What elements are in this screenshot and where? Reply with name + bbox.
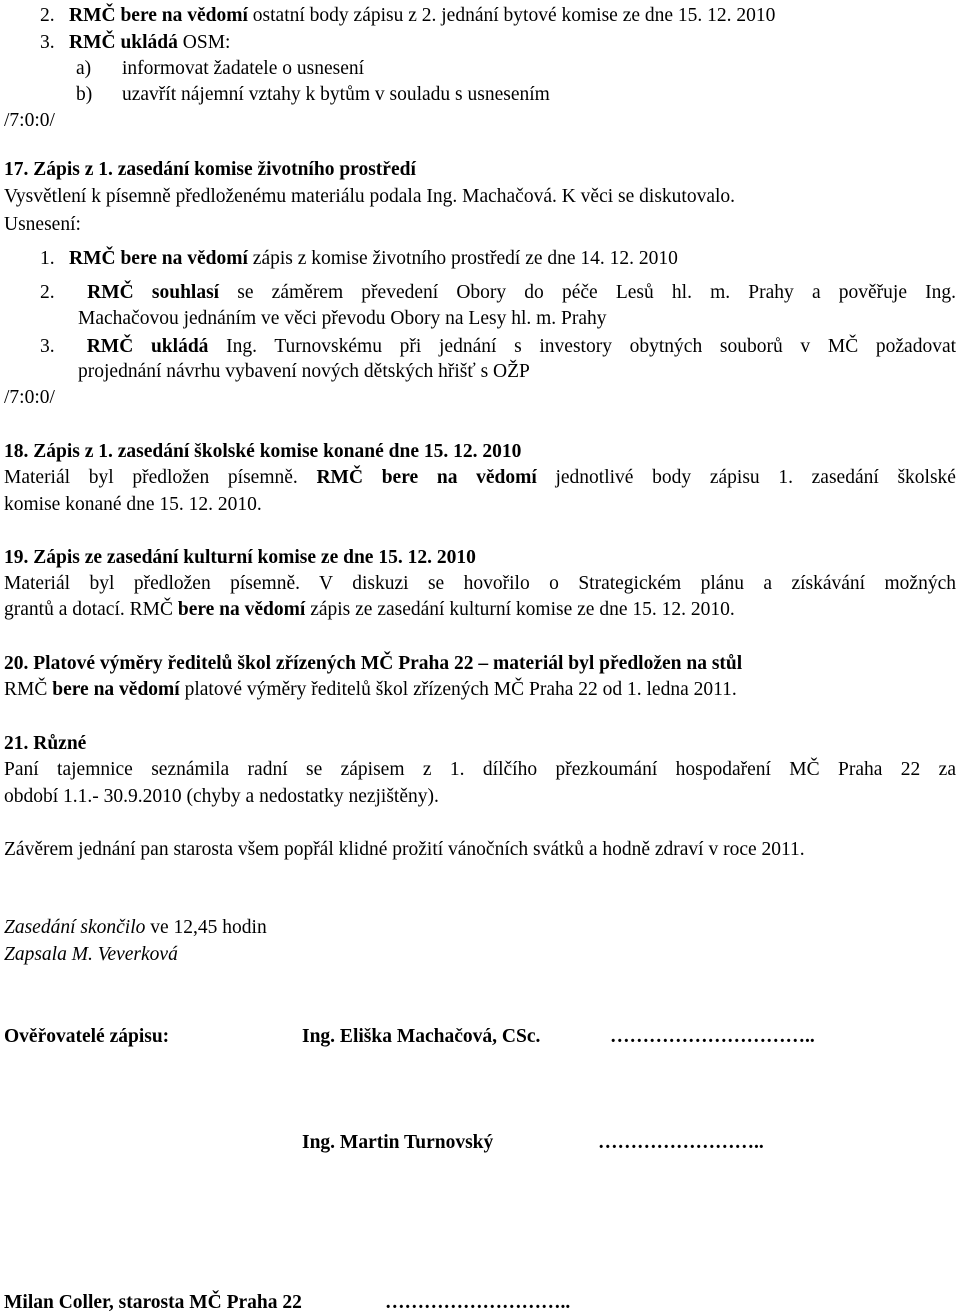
s17-item-2-cont: Machačovou jednáním ve věci převodu Obory na Lesy hl. m. Prahy [78,308,607,329]
item-text: OSM: [177,32,231,53]
usneseni-label: Usnesení: [4,214,81,235]
verifier-1-name [302,1024,540,1050]
italic-text: Zapsala M. Veverková [4,944,178,965]
sub-text: informovat žadatele o usnesení [122,58,365,79]
vote-result: /7:0:0/ [4,110,55,131]
sub-text: uzavřít nájemní vztahy k bytům v souladu s usnesením [122,84,550,105]
resolution-bold: RMČ bere na vědomí [316,467,537,488]
item-number: 2. [40,5,55,26]
item-number: 3. [40,32,55,53]
section-20-heading [4,651,742,677]
resolution-bold: bere na vědomí [52,679,180,700]
heading-text: 18. Zápis z 1. zasedání školské komise konané dne 15. 12. 2010 [4,441,522,462]
item-text: Ing. Turnovskému při jednání s investory obytných souborů v MČ požadovat [226,336,957,357]
section-19-paragraph-cont [4,597,735,623]
text: RMČ [4,679,53,700]
item-number: 1. [40,248,55,269]
section-20-paragraph [4,677,737,703]
section-21-paragraph-cont: období 1.1.- 30.9.2010 (chyby a nedostatky nezjištěny). [4,786,439,807]
s17-item-3-cont: projednání návrhu vybavení nových dětských hřišť s OŽP [78,361,530,382]
section-18-heading [4,439,521,465]
verifier-2-name [302,1130,493,1156]
heading-text: 19. Zápis ze zasedání kulturní komise ze dne 15. 12. 2010 [4,547,476,568]
heading-text: 21. Různé [4,733,87,754]
resolution-bold: bere na vědomí [177,599,306,620]
sub-item-b [76,82,550,108]
s17-item-2 [40,280,956,306]
mayor-name [4,1290,302,1316]
resolution-bold: RMČ bere na vědomí [69,5,248,26]
section-19-heading [4,545,476,571]
item-number: 2. [40,282,55,303]
item-text: ostatní body zápisu z 2. jednání bytové komise ze dne 15. 12. 2010 [247,5,776,26]
resolution-bold: RMČ bere na vědomí [69,248,248,269]
sub-letter: b) [76,84,93,105]
resolution-bold: RMČ ukládá [86,336,209,357]
sub-letter: a) [76,58,92,79]
session-end [4,915,267,941]
resolution-bold: RMČ ukládá [69,32,178,53]
section-18-paragraph-cont: komise konané dne 15. 12. 2010. [4,494,262,515]
verifier-2-signature-line: …………………….. [598,1132,764,1153]
section-21-heading [4,731,86,757]
mayor-signature-line: ……………………….. [385,1292,571,1313]
section-19-paragraph: Materiál byl předložen písemně. V diskuzi se hovořilo o Strategickém plánu a získávání možných [4,573,956,594]
closing-statement: Závěrem jednání pan starosta všem popřál klidné prožití vánočních svátků a hodně zdraví v roce 2011. [4,839,805,860]
label-text: Ověřovatelé zápisu: [4,1026,170,1047]
section-17-paragraph: Vysvětlení k písemně předloženému materiálu podala Ing. Machačová. K věci se diskutovalo. [4,186,736,207]
name-text: Ing. Martin Turnovský [302,1132,494,1153]
sub-item-a [76,56,364,82]
item-number: 3. [40,336,55,357]
name-text: Milan Coller, starosta MČ Praha 22 [4,1292,302,1313]
text: zápis ze zasedání kulturní komise ze dne 15. 12. 2010. [305,599,735,620]
item-text: zápis z komise životního prostředí ze dne 14. 12. 2010 [247,248,678,269]
vote-result: /7:0:0/ [4,387,55,408]
text: ve 12,45 hodin [145,917,267,938]
heading-text: 20. Platové výměry ředitelů škol zřízených MČ Praha 22 – materiál byl předložen na stůl [4,653,743,674]
section-17-heading [4,157,416,183]
text: Materiál byl předložen písemně. [4,467,317,488]
name-text: Ing. Eliška Machačová, CSc. [302,1026,541,1047]
verifiers-label [4,1024,169,1050]
s17-item-3 [40,334,956,360]
text: grantů a dotací. RMČ [4,599,178,620]
verifier-1-signature-line: ………………………….. [610,1026,815,1047]
italic-text: Zasedání skončilo [4,917,146,938]
resolution-bold: RMČ souhlasí [87,282,220,303]
item-2 [40,3,775,29]
section-18-paragraph [4,465,956,491]
item-3 [40,30,230,56]
text: platové výměry ředitelů škol zřízených MČ Praha 22 od 1. ledna 2011. [179,679,737,700]
text: jednotlivé body zápisu 1. zasedání školské [555,467,956,488]
recorder [4,942,178,968]
section-21-paragraph: Paní tajemnice seznámila radní se zápisem z 1. dílčího přezkoumání hospodaření MČ Praha 22 za [4,759,956,780]
s17-item-1 [40,246,678,272]
heading-text: 17. Zápis z 1. zasedání komise životního prostředí [4,159,416,180]
item-text: se záměrem převedení Obory do péče Lesů hl. m. Prahy a pověřuje Ing. [237,282,957,303]
